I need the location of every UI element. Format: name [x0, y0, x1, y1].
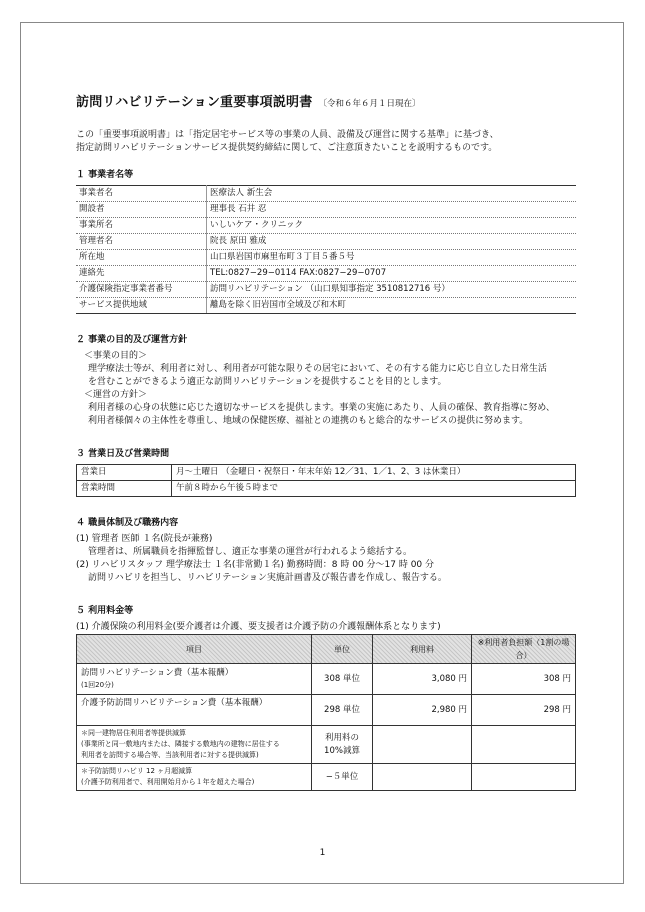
fee-item-cell [77, 664, 312, 695]
row-value: 医療法人 新生会 [207, 186, 577, 202]
staff-item-heading: (2) リハビリスタッフ 理学療法士 １名(非常勤１名) 勤務時間：8 時 00 分〜17 時 00 分 [76, 560, 435, 570]
empty-cell [373, 726, 472, 764]
document-date: 〔令和６年６月１日現在〕 [318, 99, 421, 109]
adjustment-line: (介護予防利用者で、利用開始月から１年を超えた場合) [81, 778, 255, 786]
fee-unit: 308 単位 [312, 664, 373, 695]
fee-item-name: 介護予防訪問リハビリテーション費（基本報酬） [81, 698, 268, 708]
purpose-heading: ＜事業の目的＞ [84, 351, 148, 361]
row-label: 所在地 [76, 250, 207, 266]
page-number: 1 [319, 848, 326, 858]
adjustment-unit-line: 利用料の [324, 732, 359, 743]
intro [76, 129, 576, 155]
row-label: 事業者名 [76, 186, 207, 202]
row-label: サービス提供地域 [76, 298, 207, 314]
row-value: 訪問リハビリテーション （山口県知事指定 3510812716 号） [207, 282, 577, 298]
table-row [76, 186, 576, 202]
fee-table [76, 634, 576, 791]
staff-item-heading: (1) 管理者 医師 １名(院長が兼務) [76, 534, 213, 544]
table-row [77, 465, 576, 481]
adjustment-line: ＊予防訪問リハビリ 12 ヶ月超減算 [81, 767, 193, 775]
empty-cell [472, 764, 576, 791]
section-title: ３ 営業日及び営業時間 [76, 449, 170, 459]
table-row [77, 481, 576, 497]
adjustment-line: ＊同一建物居住利用者等提供減算 [81, 729, 186, 737]
fee-unit: 298 単位 [312, 695, 373, 726]
fee-item-cell [77, 695, 312, 726]
table-row [76, 298, 576, 314]
row-value: 離島を除く旧岩国市全域及び和木町 [207, 298, 577, 314]
staff-item-text: 管理者は、所属職員を指揮監督し、適正な事業の運営が行われるよう総括する。 [88, 547, 413, 557]
row-value: TEL:0827−29−0114 FAX:0827−29−0707 [207, 266, 577, 282]
adjustment-line: (事業所と同一敷地内または、隣接する敷地内の建物に居住する [81, 740, 280, 748]
table-row [77, 764, 576, 791]
hours-table [76, 464, 576, 497]
header-fee: 利用料 [373, 635, 472, 664]
intro-line: この「重要事項説明書」は「指定居宅サービス等の事業の人員、設備及び運営に関する基準」に基づき、 [76, 130, 499, 140]
table-row [76, 250, 576, 266]
staff-item-text: 訪問リハビリを担当し、リハビリテーション実施計画書及び報告書を作成し、報告する。 [88, 573, 447, 583]
row-label: 介護保険指定事業者番号 [76, 282, 207, 298]
table-header-row [77, 635, 576, 664]
fee-amount: 3,080 円 [373, 664, 472, 695]
policy-text: 利用者様個々の主体性を尊重し、地域の保健医療、福祉との連携のもと総合的なサービスの提供に努めます。 [88, 416, 529, 426]
adjustment-unit [312, 726, 373, 764]
row-value: 院長 原田 雅成 [207, 234, 577, 250]
table-row [76, 266, 576, 282]
empty-cell [373, 764, 472, 791]
fee-burden: 298 円 [472, 695, 576, 726]
row-label: 連絡先 [76, 266, 207, 282]
row-label: 開設者 [76, 202, 207, 218]
document [76, 96, 576, 791]
table-row [76, 218, 576, 234]
provider-table [76, 185, 576, 314]
table-row [77, 726, 576, 764]
fee-item-name: 訪問リハビリテーション費（基本報酬） [81, 668, 234, 678]
row-value: 理事長 石井 忍 [207, 202, 577, 218]
document-title: 訪問リハビリテーション重要事項説明書 [76, 95, 313, 110]
title-row [76, 96, 576, 111]
intro-line: 指定訪問リハビリテーションサービス提供契約締結に関して、ご注意頂きたいことを説明するものです。 [76, 143, 498, 153]
policy-text: 利用者様の心身の状態に応じた適切なサービスを提供します。事業の実施にあたり、人員の確保、教育指導に努め、 [88, 403, 555, 413]
header-item: 項目 [77, 635, 312, 664]
row-value: 月〜土曜日 （金曜日・祝祭日・年末年始 12／31、1／1、2、3 は休業日） [172, 465, 576, 481]
table-row [76, 234, 576, 250]
table-row [76, 202, 576, 218]
adjustment-unit: −５単位 [312, 764, 373, 791]
adjustment-line: 利用者を訪問する場合等、当該利用者に対する提供減算) [81, 751, 259, 759]
row-label: 営業時間 [77, 481, 172, 497]
purpose-text: を営むことができるよう適正な訪問リハビリテーションを提供することを目的とします。 [88, 377, 447, 387]
row-value: 山口県岩国市麻里布町３丁目５番５号 [207, 250, 577, 266]
fee-burden: 308 円 [472, 664, 576, 695]
table-row [76, 282, 576, 298]
table-row [77, 695, 576, 726]
fee-amount: 2,980 円 [373, 695, 472, 726]
header-burden: ※利用者負担額（1割の場合） [472, 635, 576, 664]
fee-item-note: (1回20分) [81, 681, 114, 689]
empty-cell [472, 726, 576, 764]
adjustment-cell [77, 764, 312, 791]
row-label: 営業日 [77, 465, 172, 481]
section-title: ２ 事業の目的及び運営方針 [76, 335, 188, 345]
adjustment-unit-line: 10%減算 [324, 745, 360, 756]
adjustment-cell [77, 726, 312, 764]
section-title: １ 事業者名等 [76, 170, 134, 180]
table-row [77, 664, 576, 695]
section-title: ４ 職員体制及び職務内容 [76, 518, 179, 528]
row-value: 午前８時から午後５時まで [172, 481, 576, 497]
row-value: いしいケア・クリニック [207, 218, 577, 234]
fee-subtitle: (1) 介護保険の利用料金(要介護者は介護、要支援者は介護予防の介護報酬体系となります) [76, 622, 441, 632]
row-label: 管理者名 [76, 234, 207, 250]
policy-heading: ＜運営の方針＞ [84, 390, 148, 400]
section-title: ５ 利用料金等 [76, 606, 134, 616]
purpose-text: 理学療法士等が、利用者に対し、利用者が可能な限りその居宅において、その有する能力に応じ自立した日常生活 [88, 364, 547, 374]
row-label: 事業所名 [76, 218, 207, 234]
header-unit: 単位 [312, 635, 373, 664]
